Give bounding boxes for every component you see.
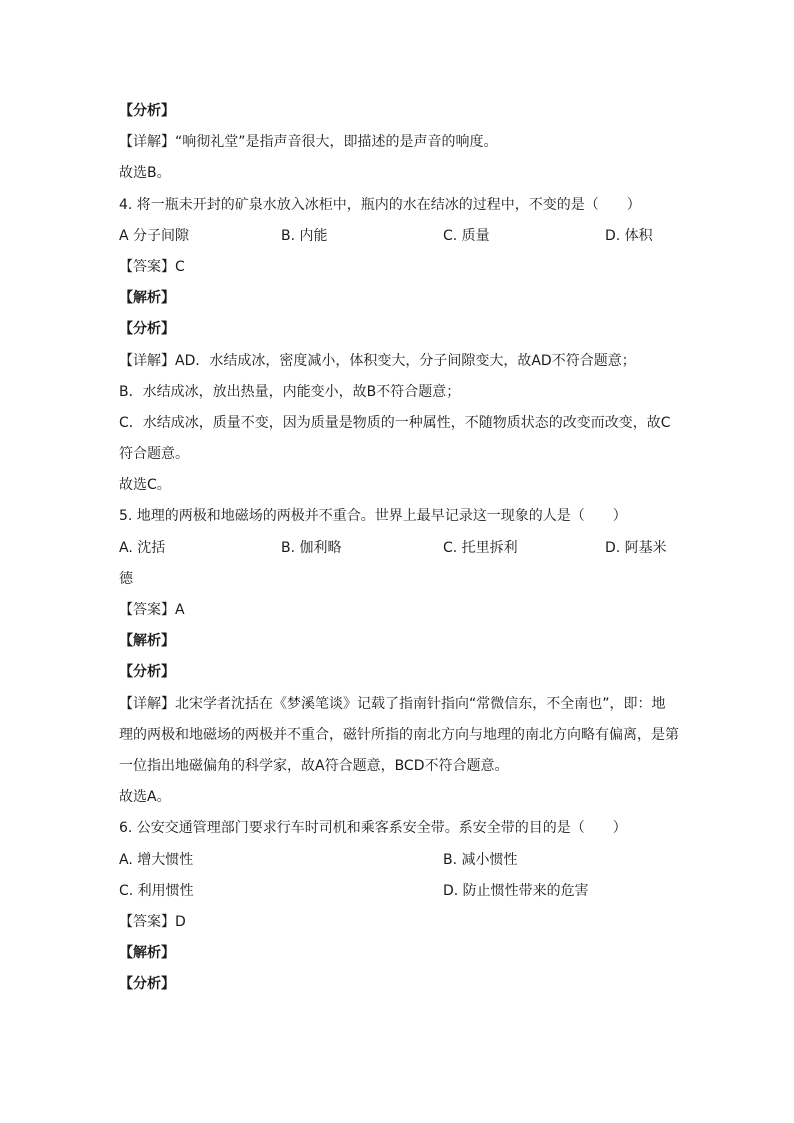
q6-analysis: 【分析】: [119, 976, 175, 993]
document-page: [119, 96, 679, 1000]
q5-option-d: D. 阿基米: [605, 539, 667, 556]
q5-analysis-head: 【解析】: [119, 633, 175, 650]
q3-analysis: 【分析】: [119, 103, 175, 119]
q4-question: 4. 将一瓶未开封的矿泉水放入冰柜中，瓶内的水在结冰的过程中，不变的是（ ）: [119, 196, 641, 213]
q5-option-a: A. 沈括: [119, 539, 166, 556]
q6-answer: 【答案】D: [119, 913, 186, 930]
q5-detail-line: 理的两极和地磁场的两极并不重合，磁针所指的南北方向与地理的南北方向略有偏离，是第: [119, 726, 679, 743]
q6-option-d: D. 防止惯性带来的危害: [443, 882, 589, 899]
q6-options-row-2: [119, 876, 679, 907]
q3-conclusion: 故选B。: [119, 165, 171, 182]
q4-analysis: 【分析】: [119, 321, 175, 338]
q4-conclusion: 故选C。: [119, 477, 171, 494]
q5-option-c: C. 托里拆利: [443, 539, 518, 556]
q5-options: [119, 533, 679, 564]
q4-detail-line: 符合题意。: [119, 446, 189, 463]
q5-answer: 【答案】A: [119, 602, 185, 618]
q6-question: 6. 公安交通管理部门要求行车时司机和乘客系安全带。系安全带的目的是（ ）: [119, 820, 627, 837]
q3-detail: 【详解】“响彻礼堂”是指声音很大，即描述的是声音的响度。: [119, 134, 498, 151]
q4-option-b: B. 内能: [281, 227, 328, 244]
q4-detail-line: 【详解】AD．水结成冰，密度减小，体积变大，分子间隙变大，故AD不符合题意；: [119, 352, 636, 369]
q4-answer: 【答案】C: [119, 258, 185, 275]
q5-detail-line: 一位指出地磁偏角的科学家，故A符合题意，BCD不符合题意。: [119, 757, 509, 774]
q4-option-d: D. 体积: [605, 227, 653, 244]
q6-options-row-1: [119, 845, 679, 876]
q5-detail-line: 【详解】北宋学者沈括在《梦溪笔谈》记载了指南针指向“常微信东，不全南也”，即：地: [119, 695, 666, 712]
q4-detail-line: B．水结成冰，放出热量，内能变小，故B不符合题意；: [119, 383, 461, 400]
q5-question: 5. 地理的两极和地磁场的两极并不重合。世界上最早记录这一现象的人是（ ）: [119, 508, 627, 525]
q6-option-b: B. 减小惯性: [443, 851, 518, 868]
q5-option-b: B. 伽利略: [281, 539, 342, 556]
q5-conclusion: 故选A。: [119, 789, 171, 806]
q4-options: [119, 221, 679, 252]
q5-analysis: 【分析】: [119, 664, 175, 681]
q6-option-a: A. 增大惯性: [119, 851, 194, 868]
q6-analysis-head: 【解析】: [119, 945, 175, 962]
q6-option-c: C. 利用惯性: [119, 882, 194, 899]
q5-option-wrap: 德: [119, 570, 133, 587]
q4-analysis-head: 【解析】: [119, 290, 175, 307]
q4-detail-line: C．水结成冰，质量不变，因为质量是物质的一种属性，不随物质状态的改变而改变，故C: [119, 414, 671, 431]
q4-option-c: C. 质量: [443, 227, 490, 244]
q4-option-a: A 分子间隙: [119, 227, 190, 244]
